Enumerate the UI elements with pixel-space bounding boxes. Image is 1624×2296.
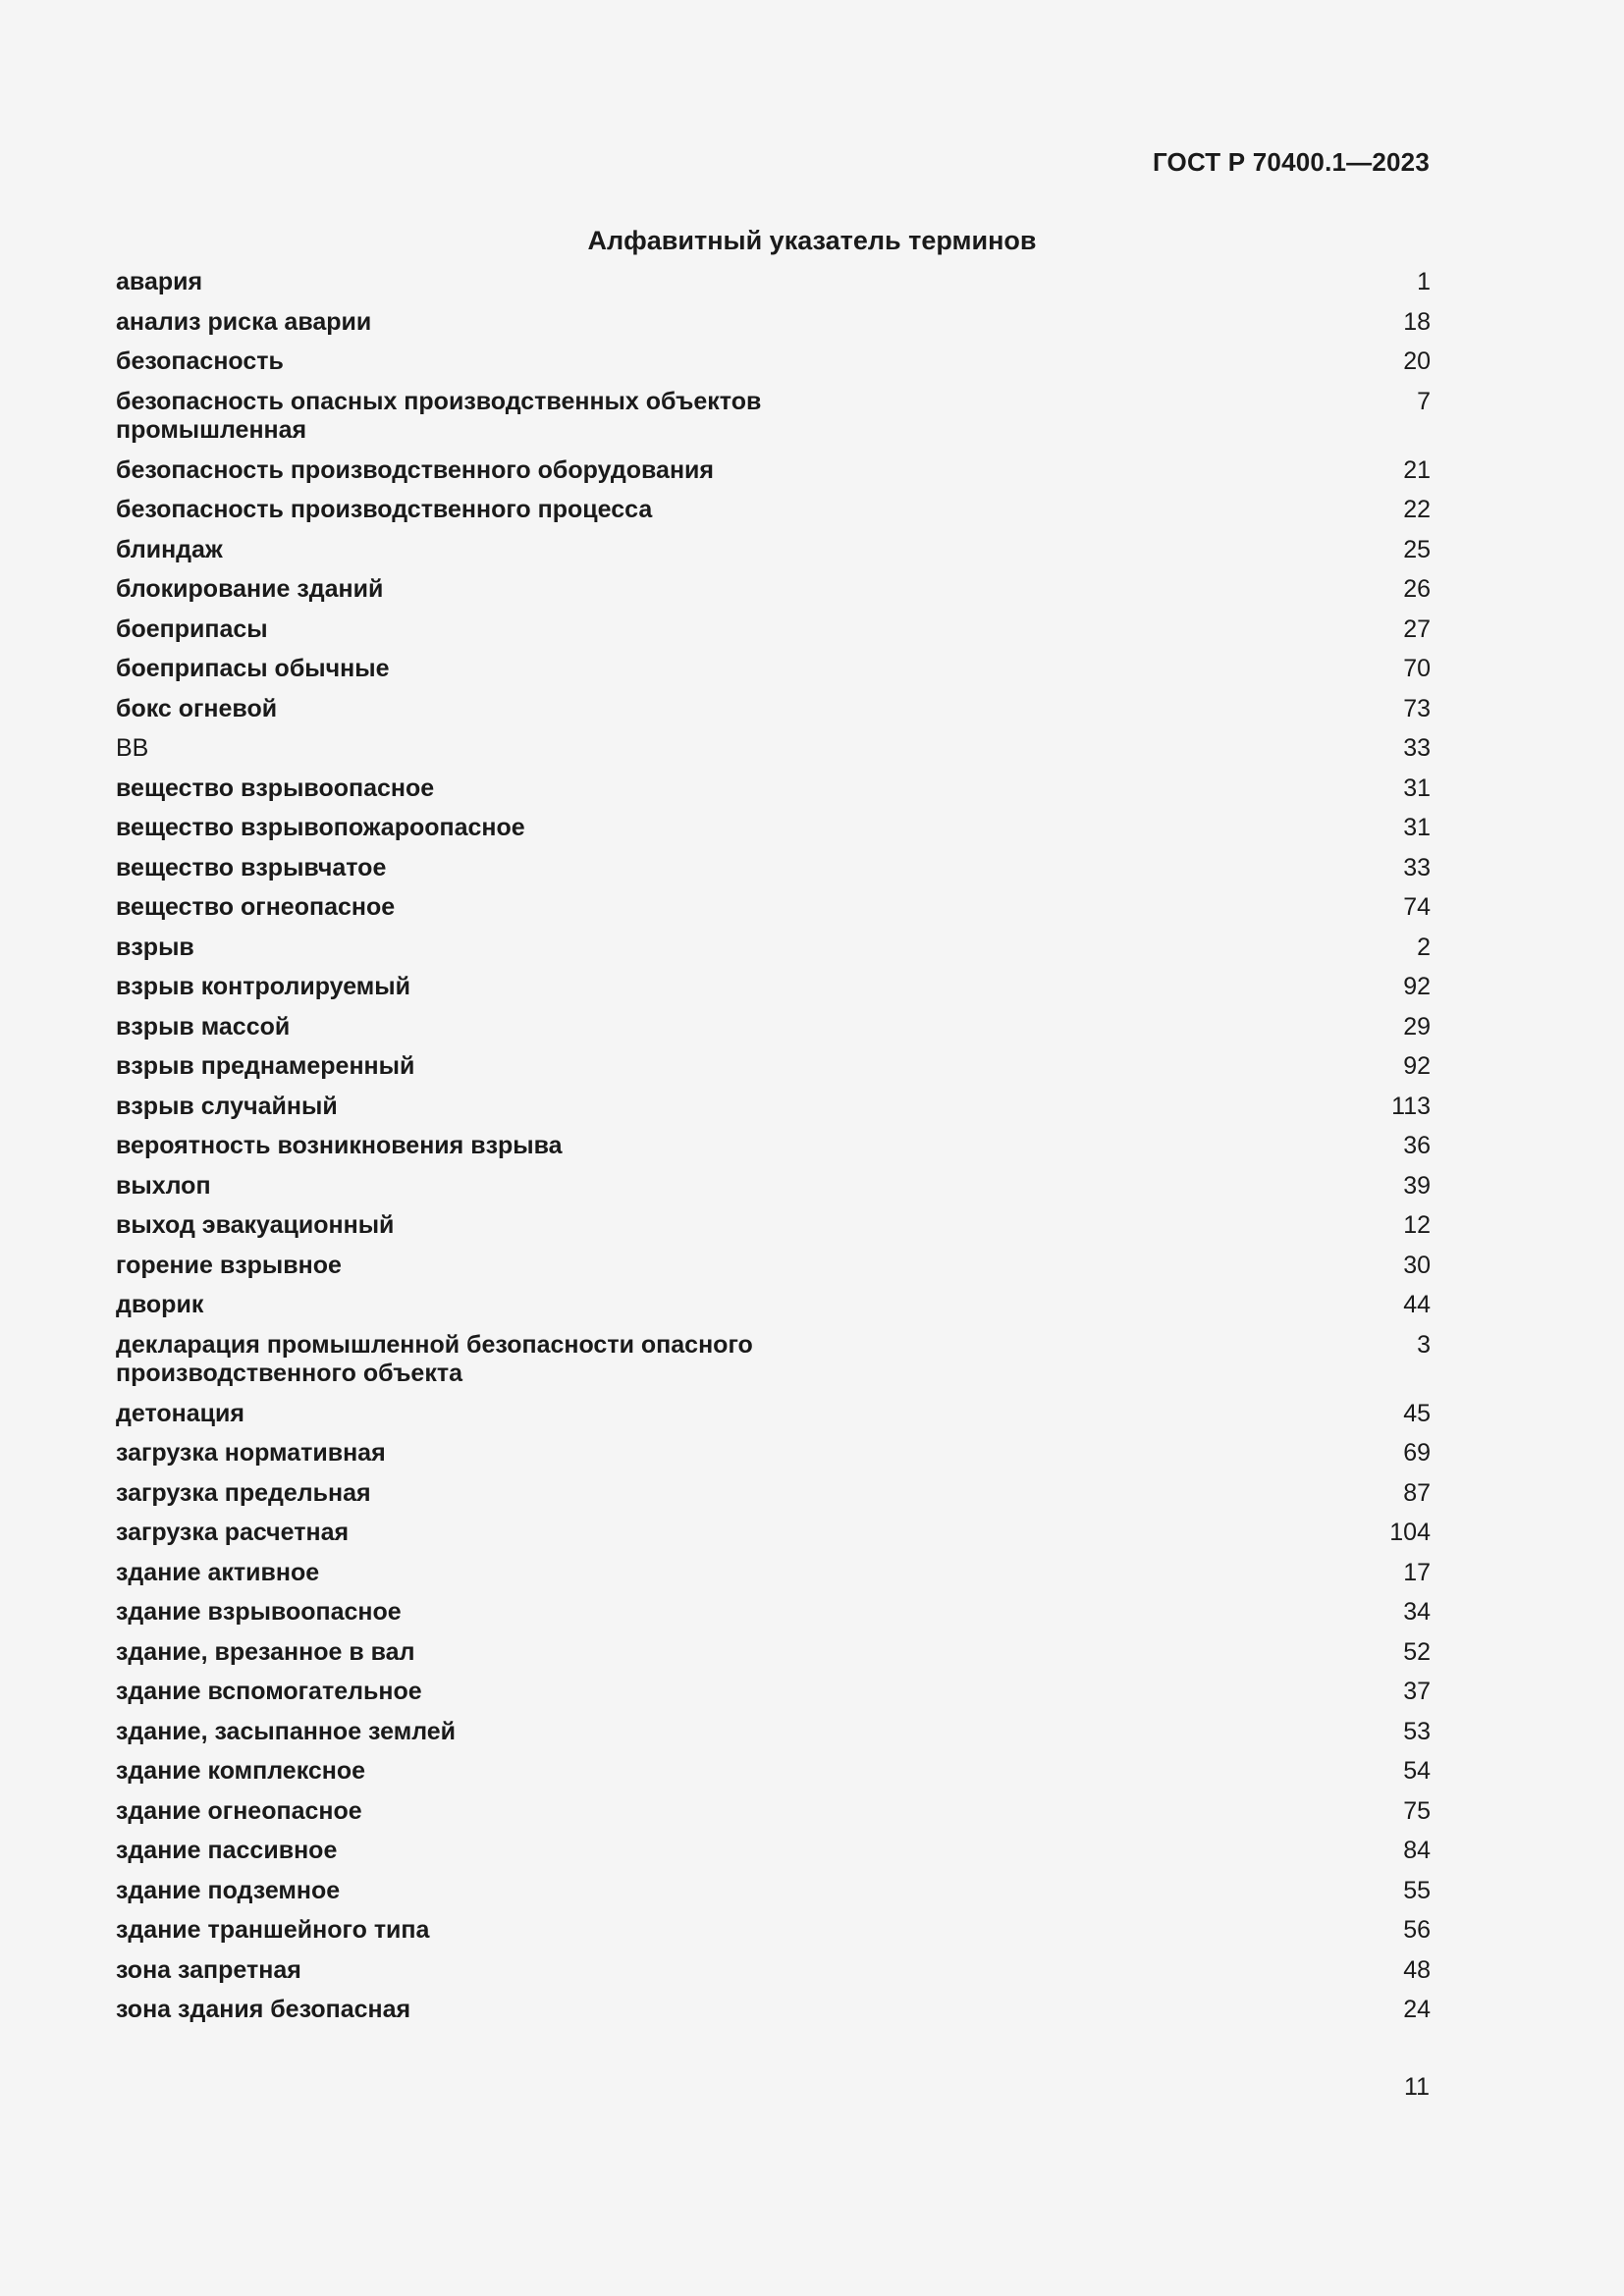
- index-term: здание, врезанное в вал: [116, 1637, 415, 1666]
- index-term: взрыв случайный: [116, 1092, 338, 1120]
- index-term-reference: 26: [1403, 575, 1431, 603]
- index-entry: [116, 1635, 1431, 1676]
- index-term: авария: [116, 268, 203, 295]
- index-term-reference: 55: [1403, 1876, 1431, 1904]
- index-entry: [116, 890, 1431, 931]
- index-term-reference: 74: [1403, 893, 1431, 921]
- index-term: взрыв: [116, 933, 194, 961]
- index-entry: [116, 1754, 1431, 1794]
- index-term: здание пассивное: [116, 1837, 338, 1864]
- index-term: загрузка расчетная: [116, 1519, 350, 1546]
- index-entry: [116, 970, 1431, 1010]
- index-term: загрузка предельная: [116, 1478, 371, 1507]
- index-term-reference: 52: [1403, 1637, 1431, 1666]
- index-term-reference: 1: [1417, 268, 1431, 295]
- index-term: горение взрывное: [116, 1251, 342, 1279]
- index-term-reference: 2: [1417, 933, 1431, 961]
- index-entry: [116, 1794, 1431, 1835]
- index-term-reference: 53: [1403, 1717, 1431, 1745]
- index-term-reference: 69: [1403, 1439, 1431, 1467]
- index-term-reference: 75: [1403, 1796, 1431, 1825]
- index-entry: [116, 1249, 1431, 1289]
- index-entry: [116, 1953, 1431, 1994]
- index-entry: [116, 1010, 1431, 1050]
- index-entry: [116, 1129, 1431, 1169]
- index-entry: [116, 1834, 1431, 1874]
- index-term: вероятность возникновения взрыва: [116, 1132, 563, 1159]
- index-term: анализ риска аварии: [116, 307, 372, 336]
- index-entry: [116, 772, 1431, 812]
- index-term: блиндаж: [116, 535, 223, 563]
- index-term: детонация: [116, 1399, 244, 1427]
- index-term: безопасность производственного процесса: [116, 496, 653, 523]
- index-entry: [116, 1090, 1431, 1130]
- index-term-reference: 25: [1403, 535, 1431, 563]
- index-term-reference: 30: [1403, 1251, 1431, 1279]
- index-term: вещество огнеопасное: [116, 893, 396, 921]
- index-entry: [116, 1516, 1431, 1556]
- index-entry: [116, 1288, 1431, 1328]
- index-title: Алфавитный указатель терминов: [587, 226, 1037, 255]
- index-term: зона запретная: [116, 1955, 301, 1984]
- index-entry: [116, 1874, 1431, 1914]
- index-entry: [116, 1993, 1431, 2033]
- index-entry: [116, 1476, 1431, 1517]
- index-entry: [116, 385, 1431, 454]
- index-term-reference: 39: [1403, 1171, 1431, 1200]
- index-term-reference: 24: [1403, 1996, 1431, 2023]
- index-term: здание комплексное: [116, 1757, 366, 1785]
- index-term: блокирование зданий: [116, 575, 384, 603]
- index-entry: [116, 1556, 1431, 1596]
- index-entry: [116, 1675, 1431, 1715]
- index-term: безопасность производственного оборудования: [116, 455, 714, 484]
- index-entry: [116, 1049, 1431, 1090]
- index-term-reference: 31: [1403, 774, 1431, 802]
- index-term-reference: 3: [1417, 1330, 1431, 1359]
- index-term: здание взрывоопасное: [116, 1598, 402, 1626]
- index-term-reference: 27: [1403, 614, 1431, 643]
- index-entry: [116, 731, 1431, 772]
- index-entry: [116, 851, 1431, 891]
- index-term: вещество взрывоопасное: [116, 774, 435, 802]
- index-entry: [116, 1436, 1431, 1476]
- index-entry: [116, 811, 1431, 851]
- index-term: боеприпасы: [116, 614, 268, 643]
- index-term-reference: 17: [1403, 1558, 1431, 1586]
- index-term-reference: 84: [1403, 1837, 1431, 1864]
- index-term-reference: 36: [1403, 1132, 1431, 1159]
- index-term-reference: 21: [1403, 455, 1431, 484]
- index-term: взрыв массой: [116, 1012, 291, 1041]
- index-term-reference: 54: [1403, 1757, 1431, 1785]
- index-term: взрыв контролируемый: [116, 973, 410, 1000]
- index-term-reference: 104: [1389, 1519, 1431, 1546]
- document-header: ГОСТ Р 70400.1—2023: [1152, 147, 1430, 177]
- index-entry: [116, 652, 1431, 692]
- index-term: боеприпасы обычные: [116, 655, 390, 682]
- index-term-reference: 7: [1417, 387, 1431, 415]
- index-term: дворик: [116, 1291, 204, 1318]
- index-term-reference: 31: [1403, 814, 1431, 841]
- index-entry: [116, 1715, 1431, 1755]
- index-term-reference: 73: [1403, 694, 1431, 722]
- index-entry: [116, 1169, 1431, 1209]
- index-term: здание, засыпанное землей: [116, 1717, 457, 1745]
- index-term: здание траншейного типа: [116, 1916, 430, 1944]
- index-term: загрузка нормативная: [116, 1439, 386, 1467]
- index-entry: [116, 1208, 1431, 1249]
- index-term: здание подземное: [116, 1876, 341, 1904]
- index-entry: [116, 1397, 1431, 1437]
- index-term-reference: 92: [1403, 1052, 1431, 1080]
- index-term-reference: 33: [1403, 853, 1431, 881]
- index-term-reference: 12: [1403, 1211, 1431, 1239]
- index-entry: [116, 533, 1431, 573]
- index-term: выхлоп: [116, 1171, 211, 1200]
- index-entry: [116, 572, 1431, 613]
- index-entry: [116, 265, 1431, 305]
- index-term-reference: 33: [1403, 734, 1431, 762]
- index-entry: [116, 1328, 1431, 1397]
- index-entry: [116, 345, 1431, 385]
- index-term: выход эвакуационный: [116, 1211, 395, 1239]
- index-term: взрыв преднамеренный: [116, 1052, 415, 1080]
- index-term-reference: 92: [1403, 973, 1431, 1000]
- index-term-reference: 37: [1403, 1678, 1431, 1705]
- index-term: здание огнеопасное: [116, 1796, 362, 1825]
- index-term: ВВ: [116, 734, 149, 762]
- index-term: здание вспомогательное: [116, 1678, 422, 1705]
- index-term-reference: 34: [1403, 1598, 1431, 1626]
- index-entry: [116, 692, 1431, 732]
- index-term-reference: 29: [1403, 1012, 1431, 1041]
- index-entry: [116, 931, 1431, 971]
- index-entry: [116, 493, 1431, 533]
- index-entry: [116, 305, 1431, 346]
- index-term-reference: 44: [1403, 1291, 1431, 1318]
- term-index-list: [116, 265, 1431, 2033]
- index-entry: [116, 613, 1431, 653]
- index-term-reference: 22: [1403, 496, 1431, 523]
- index-term-reference: 20: [1403, 347, 1431, 375]
- index-term: безопасность опасных производственных объектов промышленная: [116, 387, 762, 444]
- index-term-reference: 56: [1403, 1916, 1431, 1944]
- index-term: здание активное: [116, 1558, 320, 1586]
- index-term-reference: 113: [1391, 1092, 1431, 1120]
- index-term: вещество взрывопожароопасное: [116, 814, 525, 841]
- index-term: безопасность: [116, 347, 284, 375]
- index-term: бокс огневой: [116, 694, 278, 722]
- index-term: декларация промышленной безопасности опасного производственного объекта: [116, 1330, 753, 1387]
- index-term-reference: 45: [1403, 1399, 1431, 1427]
- index-term-reference: 48: [1403, 1955, 1431, 1984]
- index-term: вещество взрывчатое: [116, 853, 387, 881]
- index-term-reference: 87: [1403, 1478, 1431, 1507]
- page-number: 11: [1404, 2073, 1430, 2101]
- index-term-reference: 18: [1403, 307, 1431, 336]
- index-entry: [116, 454, 1431, 494]
- index-entry: [116, 1913, 1431, 1953]
- index-term: зона здания безопасная: [116, 1996, 411, 2023]
- index-term-reference: 70: [1403, 655, 1431, 682]
- index-entry: [116, 1595, 1431, 1635]
